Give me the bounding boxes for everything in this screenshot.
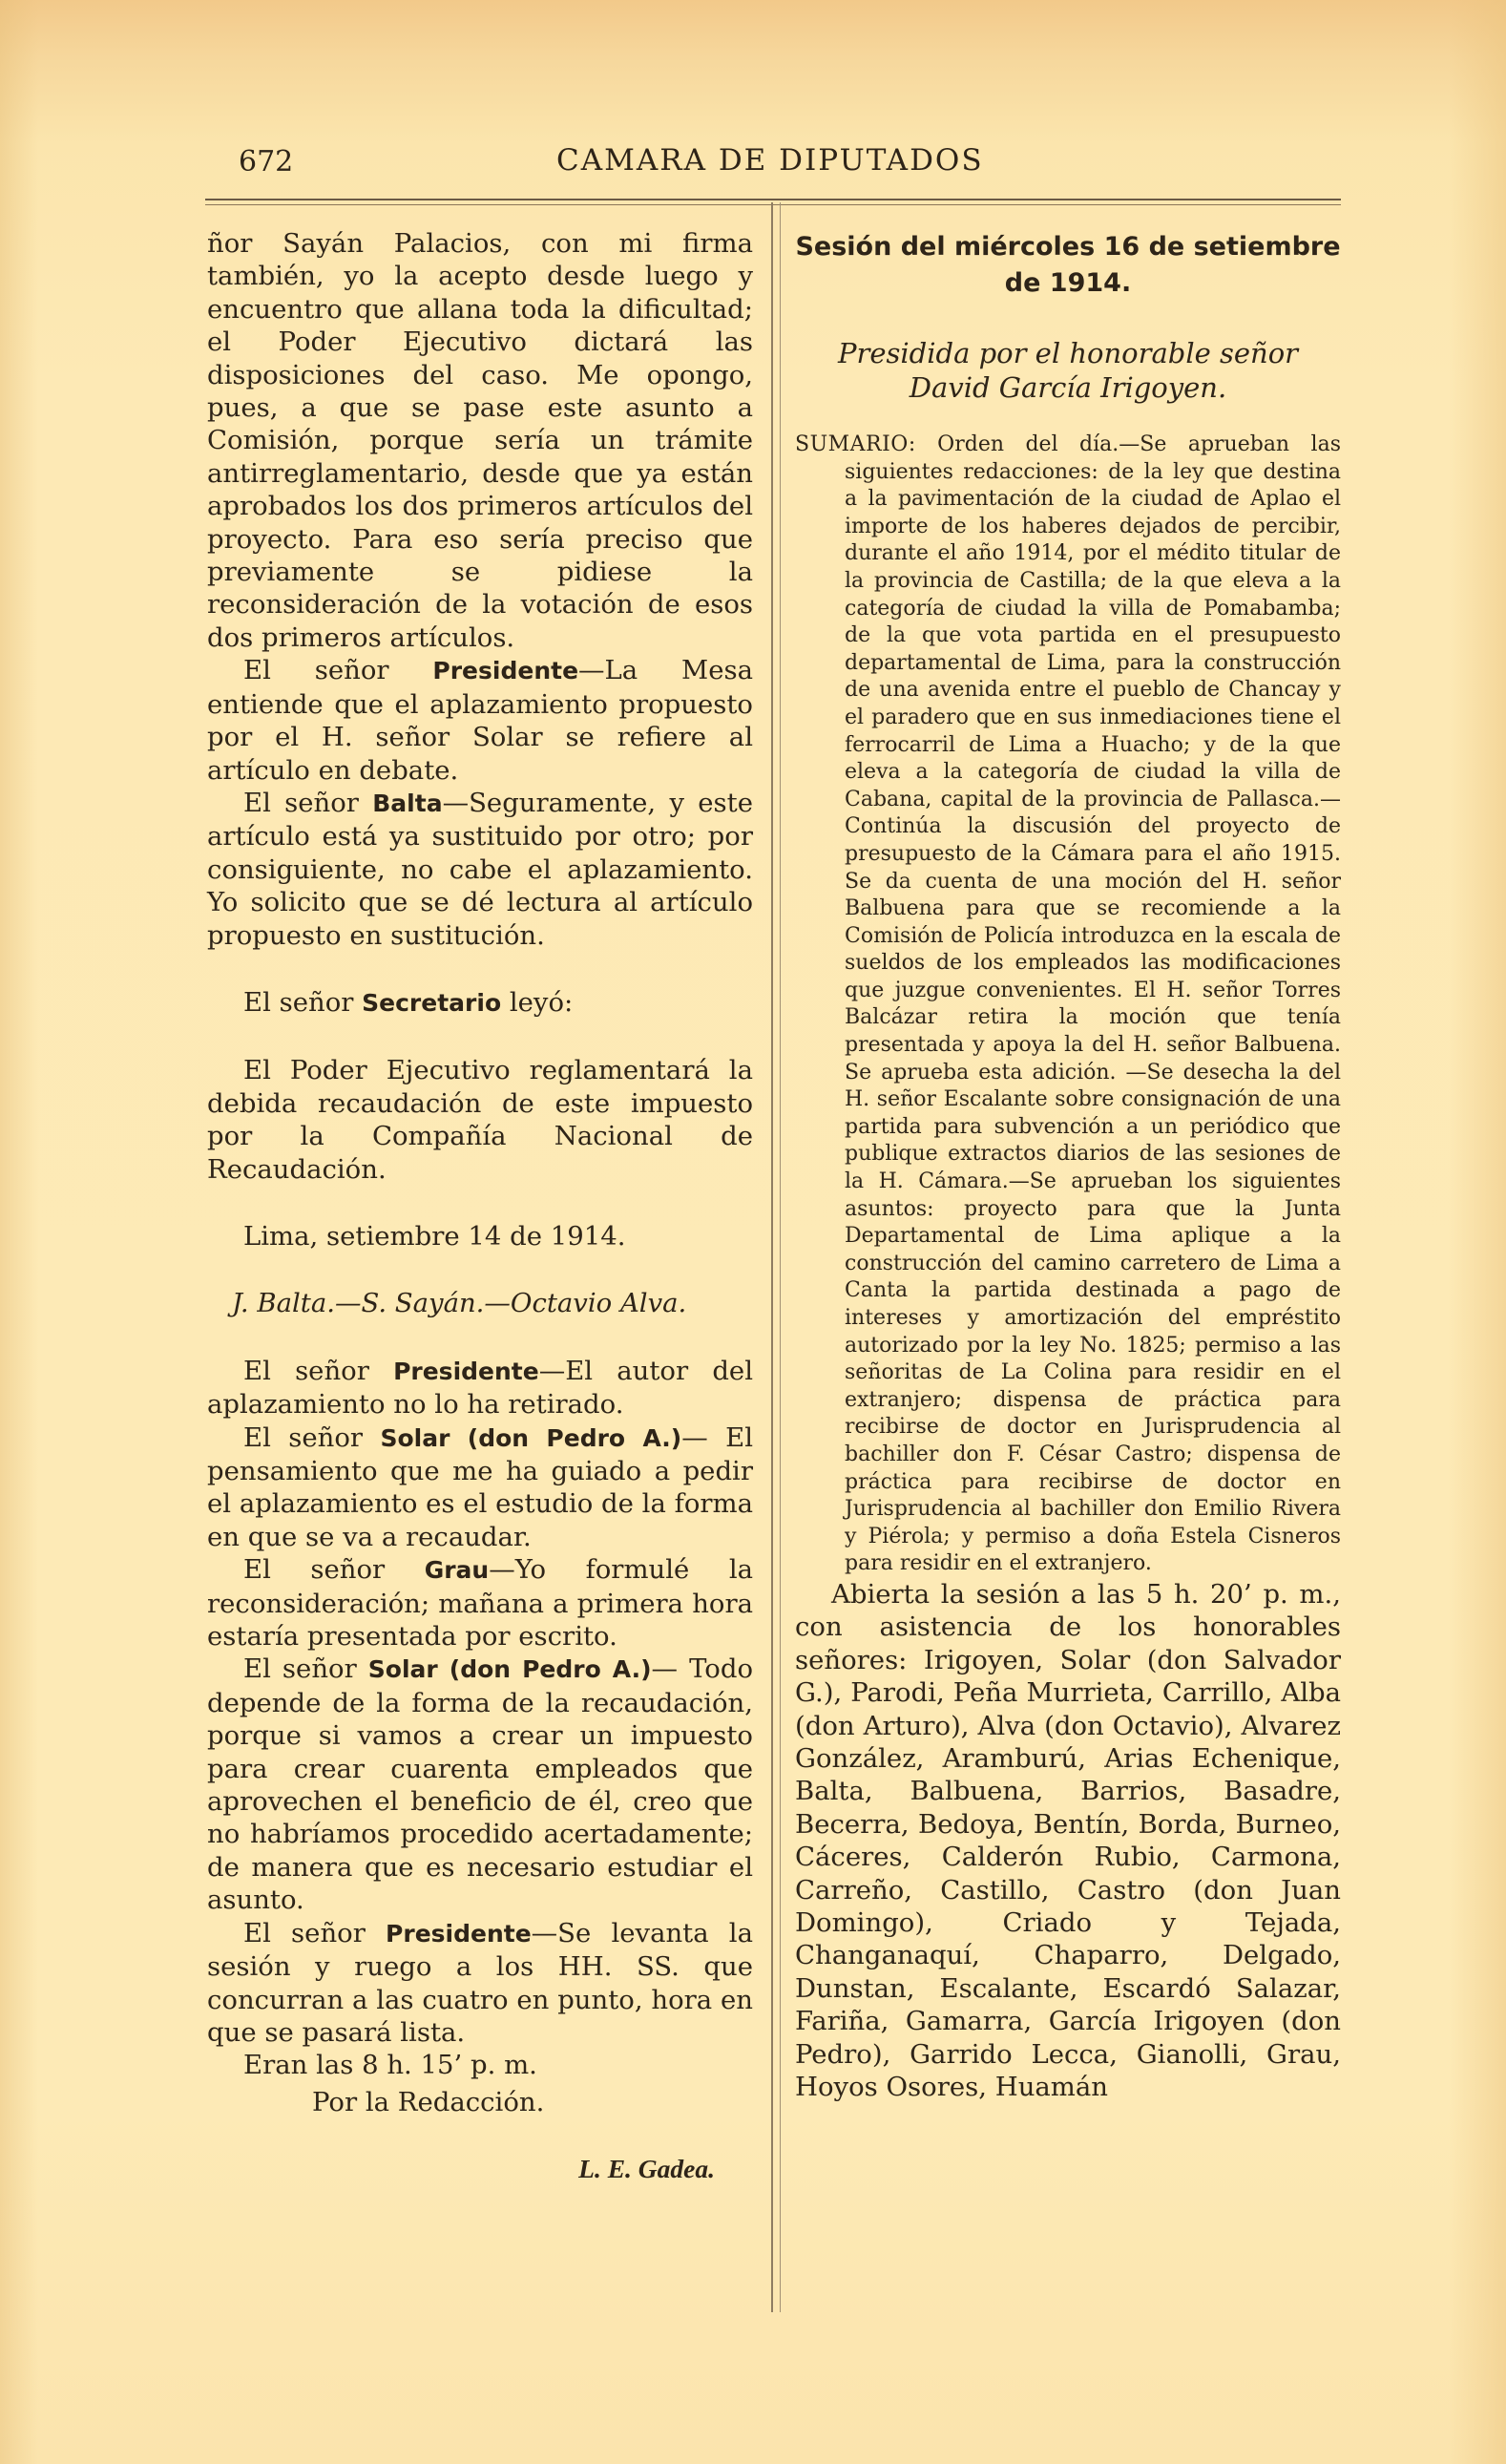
page-number: 672 (239, 145, 294, 179)
signers-line: J. Balta.—S. Sayán.—Octavio Alva. (232, 1288, 687, 1319)
speech-prefix: El señor (243, 1653, 368, 1685)
read-article: El Poder Ejecutivo reglamentará la debida recaudación de este impuesto por la Compañía Nacional de Recaudación. (207, 1055, 753, 1185)
sumario-label: SUMARIO: (795, 432, 916, 456)
speaker-name: Presidente (393, 1357, 539, 1385)
spacer (207, 1253, 753, 1287)
speech-text: —El autor del aplazamiento no lo ha retirado. (207, 1355, 754, 1421)
presided-by (795, 336, 1341, 405)
speaker-name: Presidente (432, 657, 579, 685)
right-column (795, 227, 1341, 2103)
speech-secretario (207, 986, 753, 1020)
speaker-name: Solar (don Pedro A.) (367, 1655, 652, 1684)
paragraph-continued: ñor Sayán Palacios, con mi firma también, yo la acepto desde luego y encuentro que allana toda la dificultad; el Poder Ejecutivo dictará las disposiciones del caso. Me opongo, pues, a que se pase este asunto a Comisión, porque sería un trámite antirreglamentario, desde que ya están aprobados los dos primeros artículos del proyecto. Para eso sería preciso que previamente se pidiese la reconsideración de la votación de esos dos primeros artículos. (207, 228, 753, 653)
left-column (207, 227, 753, 2186)
speech-prefix: El señor (243, 1422, 381, 1453)
speech-presidente-3 (207, 1917, 753, 2050)
presided-line-1: Presidida por el honorable señor (837, 337, 1299, 369)
speaker-name: Grau (424, 1556, 490, 1585)
speech-text: —Yo formulé la reconsideración; mañana a primera hora estaría presentada por escrito. (207, 1554, 754, 1653)
speech-text: — El pensamiento que me ha guiado a pedir el aplazamiento es el estudio de la forma en que se va a recaudar. (207, 1422, 753, 1552)
session-title (795, 229, 1341, 302)
header-rule-top (205, 199, 1341, 200)
spacer (207, 1320, 753, 1355)
attendance-paragraph: Abierta la sesión a las 5 h. 20’ p. m., con asistencia de los honorables señores: Irigoyen, Solar (don Salvador G.), Parodi, Peña Murrieta, Carrillo, Alba (don Arturo), Alva (don Octavio), Alvarez González, Aramburú, Arias Echenique, Balta, Balbuena, Barrios, Basadre, Becerra, Bedoya, Bentín, Borda, Burneo, Cáceres, Calderón Rubio, Carmona, Carreño, Castillo, Castro (don Juan Domingo), Criado y Tejada, Changanaquí, Chaparro, Delgado, Dunstan, Escalante, Escardó Salazar, Fariña, Gamarra, García Irigoyen (don Pedro), Garrido Lecca, Gianolli, Grau, Hoyos Osores, Huamán (795, 1578, 1341, 2103)
speech-presidente (207, 654, 753, 787)
speech-text: —La Mesa entiende que el aplazamiento propuesto por el H. señor Solar se refiere al artículo en debate. (207, 655, 753, 786)
speech-grau (207, 1553, 753, 1653)
signature: L. E. Gadea. (578, 2154, 715, 2184)
speech-prefix: El señor (243, 1917, 387, 1948)
speech-text: — Todo depende de la forma de la recaudación, porque si vamos a crear un impuesto para crear cuarenta empleados que aprovechen el beneficio de él, creo que no habríamos procedido acertadamente; de manera que es necesario estudiar el asunto. (207, 1653, 753, 1916)
speech-text: leyó: (501, 986, 574, 1018)
speech-prefix: El señor (243, 986, 363, 1018)
speech-prefix: El señor (243, 787, 373, 818)
spacer (207, 1020, 753, 1054)
paper-edge-right (1449, 0, 1506, 2464)
spacer (207, 2118, 753, 2153)
speech-text: —Seguramente, y este artículo está ya sustituido por otro; por consiguiente, no cabe el aplazamiento. Yo solicito que se dé lectura al artículo propuesto en sustitución. (207, 787, 753, 951)
speech-prefix: El señor (243, 655, 433, 686)
date-line: Lima, setiembre 14 de 1914. (243, 1220, 626, 1252)
spacer (207, 952, 753, 986)
sumario (795, 432, 1341, 1578)
running-head: CAMARA DE DIPUTADOS (556, 143, 984, 178)
redaccion-line: Por la Redacción. (312, 2086, 545, 2117)
speaker-name: Balta (372, 789, 443, 817)
spacer (207, 1186, 753, 1220)
closing-time: Eran las 8 h. 15’ p. m. (243, 2050, 537, 2081)
sumario-text: Orden del día.—Se aprueban las siguientes redacciones: de la ley que destina a la pavimentación de la ciudad de Aplao el importe de los haberes dejados de percibir, durante el año 1914, por el médito titular de la provincia de Castilla; de la que eleva a la categoría de ciudad la villa de Pomabamba; de la que vota partida en el presupuesto departamental de Lima, para la construcción de una avenida entre el pueblo de Chancay y el paradero que en sus inmediaciones tiene el ferrocarril de Lima a Huacho; y de la que eleva a la categoría de ciudad la villa de Cabana, capital de la provincia de Pallasca.—Continúa la discusión del proyecto de presupuesto de la Cámara para el año 1915. Se da cuenta de una moción del H. señor Balbuena para que se recomiende a la Comisión de Policía introduzca en la escala de sueldos de los empleados las modificaciones que juzgue convenientes. El H. señor Torres Balcázar retira la moción que tenía presentada y apoya la del H. señor Balbuena. Se aprueba esta adición. —Se desecha la del H. señor Escalante sobre consignación de una partida para subvención a un periódico que publique extractos diarios de las sesiones de la H. Cámara.—Se aprueban los siguientes asuntos: proyecto para que la Junta Departamental de Lima aplique a la construcción del camino carretero de Lima a Canta la partida destinada a pago de intereses y amortización del empréstito autorizado por la ley No. 1825; permiso a las señoritas de La Colina para residir en el extranjero; dispensa de práctica para recibirse de doctor en Jurisprudencia al bachiller don F. César Castro; dispensa de práctica para recibirse de doctor en Jurisprudencia al bachiller don Emilio Rivera y Piérola; y permiso a doña Estela Cisneros para residir en el extranjero. (845, 432, 1341, 1576)
paper-edge-left (0, 0, 38, 2464)
speech-presidente-2 (207, 1355, 753, 1422)
speech-solar-2 (207, 1653, 753, 1916)
speaker-name: Presidente (386, 1919, 532, 1948)
column-divider (771, 202, 781, 2312)
session-title-line-1: Sesión del miércoles 16 de setiembre (795, 232, 1341, 262)
speech-prefix: El señor (243, 1355, 394, 1386)
presided-line-2: David García Irigoyen. (909, 371, 1227, 404)
session-title-line-2: de 1914. (1004, 268, 1132, 298)
speech-prefix: El señor (243, 1554, 425, 1586)
speech-balta (207, 787, 753, 952)
speech-solar (207, 1422, 753, 1554)
speaker-name: Solar (don Pedro A.) (380, 1423, 682, 1452)
speech-text: —Se levanta la sesión y ruego a los HH. SS. que concurran a las cuatro en punto, hora en que se pasará lista. (207, 1917, 753, 2048)
speaker-name: Secretario (362, 988, 502, 1017)
